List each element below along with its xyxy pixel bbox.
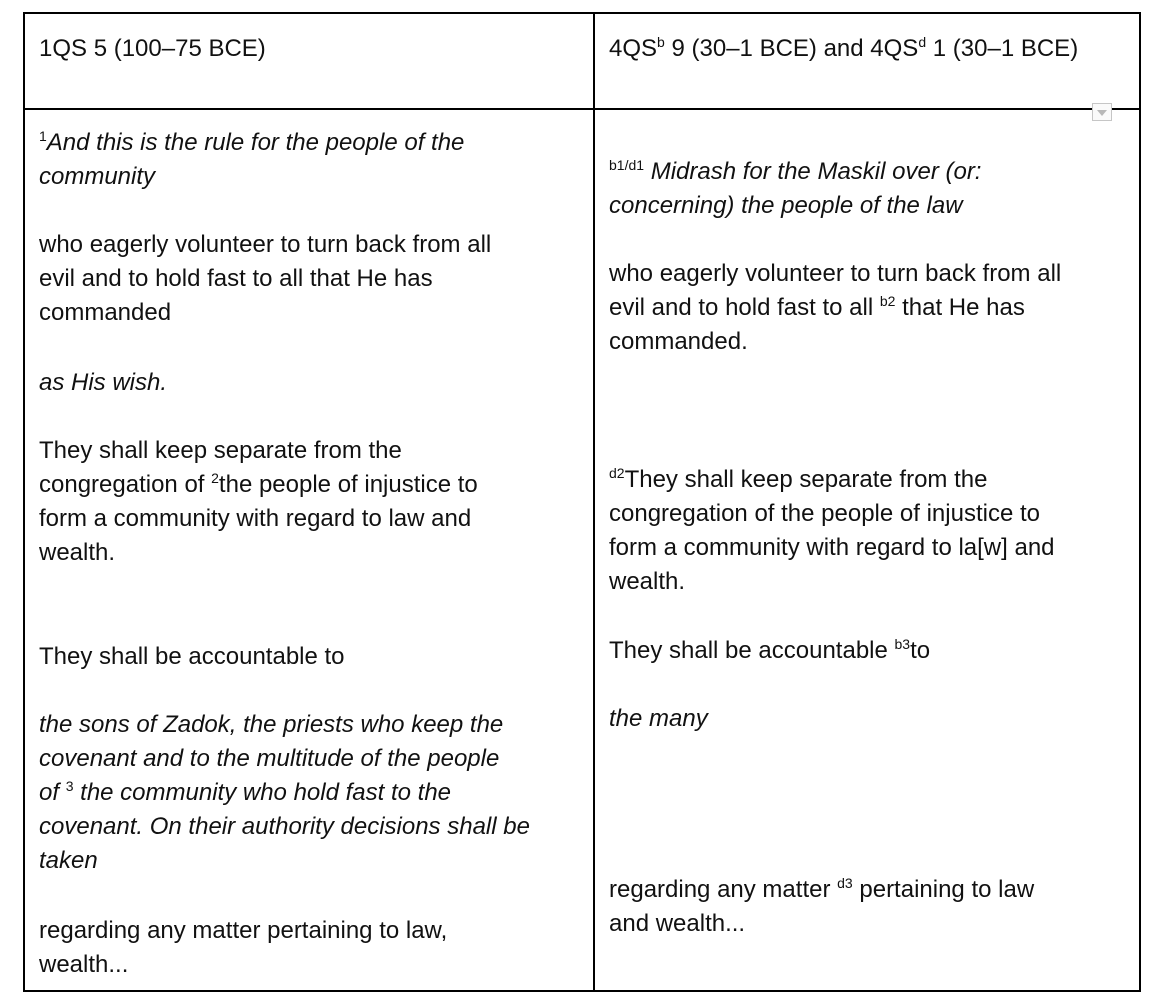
left-para-2-line: who eagerly volunteer to turn back from all: [39, 231, 492, 258]
header-right-sup: b: [657, 34, 665, 50]
verse-number: d2: [609, 465, 625, 481]
left-para-6-line: the sons of Zadok, the priests who keep the: [39, 711, 504, 738]
left-para-7: [39, 914, 584, 982]
left-para-6-line: covenant. On their authority decisions shall be: [39, 813, 530, 840]
left-para-1-line: community: [39, 163, 156, 190]
right-para-5: [609, 702, 1129, 736]
verse-number: b2: [879, 293, 896, 309]
right-para-3-line: form a community with regard to la[w] and: [609, 534, 1055, 561]
header-right-part: 1 (30–1 BCE): [926, 35, 1079, 62]
header-divider: [25, 108, 1139, 110]
right-para-2-line: commanded.: [609, 328, 748, 355]
comparison-table: [23, 12, 1141, 992]
right-para-5-line: the many: [609, 705, 708, 732]
right-para-6-line: and wealth...: [609, 910, 746, 937]
chevron-down-icon[interactable]: [1092, 103, 1112, 121]
verse-number: 1: [39, 128, 47, 144]
left-para-3-line: as His wish.: [39, 369, 168, 396]
right-para-3-line: congregation of the people of injustice to: [609, 500, 1040, 527]
right-para-4-line: to: [910, 637, 931, 664]
right-para-2-line: who eagerly volunteer to turn back from all: [609, 260, 1062, 287]
left-para-6-line: of: [39, 779, 66, 806]
chevron-down-glyph: [1097, 110, 1107, 116]
right-para-3-line: They shall keep separate from the: [624, 466, 988, 493]
header-right-part: 4QS: [609, 35, 658, 62]
right-para-1-line: Midrash for the Maskil over (or:: [644, 158, 982, 185]
verse-number: 2: [211, 470, 219, 486]
right-para-2: [609, 257, 1129, 359]
right-para-2-line: evil and to hold fast to all: [609, 294, 880, 321]
header-right: [609, 32, 1129, 66]
right-para-6-line: pertaining to law: [852, 876, 1035, 903]
right-para-6-line: regarding any matter: [609, 876, 838, 903]
right-para-4: [609, 634, 1129, 668]
right-para-6: [609, 873, 1129, 941]
left-para-5-line: They shall be accountable to: [39, 643, 345, 670]
header-right-sup: d: [918, 34, 927, 50]
left-para-2-line: evil and to hold fast to all that He has: [39, 265, 433, 292]
left-para-4: [39, 434, 584, 570]
header-left: [39, 32, 584, 66]
left-para-7-line: regarding any matter pertaining to law,: [39, 917, 448, 944]
left-para-1-line: And this is the rule for the people of the: [46, 129, 465, 156]
left-para-1: [39, 126, 584, 194]
right-para-1: [609, 155, 1129, 223]
verse-number: b1/d1: [609, 157, 645, 173]
left-para-4-line: the people of injustice to: [218, 471, 478, 498]
left-para-6: [39, 708, 584, 878]
right-para-4-line: They shall be accountable: [609, 637, 895, 664]
header-right-part: 9 (30–1 BCE) and 4QS: [664, 35, 919, 62]
verse-number: d3: [837, 875, 853, 891]
header-left-text: 1QS 5 (100–75 BCE): [39, 35, 266, 62]
right-para-2-line: that He has: [895, 294, 1025, 321]
left-para-4-line: congregation of: [39, 471, 212, 498]
left-para-4-line: form a community with regard to law and: [39, 505, 472, 532]
verse-number: 3: [65, 778, 74, 794]
left-para-2: [39, 228, 584, 330]
right-para-3-line: wealth.: [609, 568, 686, 595]
left-para-4-line: wealth.: [39, 539, 116, 566]
left-para-5: [39, 640, 584, 674]
left-para-7-line: wealth...: [39, 951, 129, 978]
left-para-6-line: taken: [39, 847, 98, 874]
left-para-3: [39, 366, 584, 400]
left-para-2-line: commanded: [39, 299, 172, 326]
right-para-1-line: concerning) the people of the law: [609, 192, 963, 219]
left-para-4-line: They shall keep separate from the: [39, 437, 402, 464]
left-para-6-line: the community who hold fast to the: [73, 779, 452, 806]
verse-number: b3: [894, 636, 911, 652]
right-para-3: [609, 463, 1129, 599]
left-para-6-line: covenant and to the multitude of the people: [39, 745, 500, 772]
column-divider: [593, 14, 595, 990]
